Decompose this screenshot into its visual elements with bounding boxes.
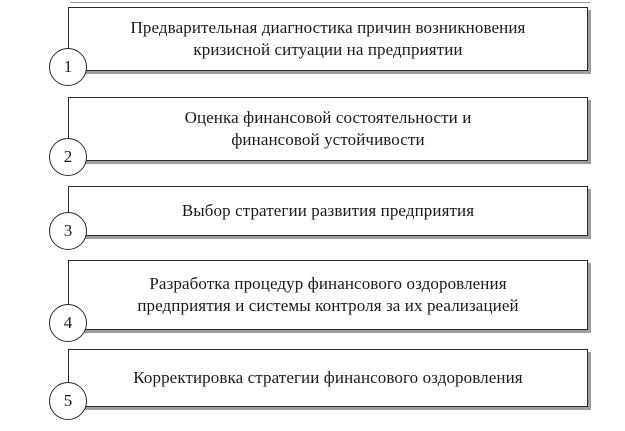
step-box-3: [68, 186, 588, 236]
step-1-text: Предварительная диагностика причин возникновения кризисной ситуации на предприятии: [130, 18, 526, 59]
step-2-text: Оценка финансовой состоятельности и финансовой устойчивости: [184, 108, 472, 149]
step-5-number: 5: [63, 391, 73, 410]
step-number-circle-1: [49, 48, 87, 86]
step-2-number: 2: [63, 147, 73, 166]
step-box-5: [68, 349, 588, 407]
step-1-number: 1: [63, 57, 73, 76]
step-number-circle-4: [49, 304, 87, 342]
step-number-circle-3: [49, 212, 87, 250]
step-number-circle-5: [49, 382, 87, 420]
step-5-text: Корректировка стратегии финансового оздоровления: [133, 368, 523, 387]
previous-step-box-fragment: [70, 0, 590, 3]
step-3-number: 3: [63, 221, 73, 240]
step-box-4: [68, 260, 588, 330]
step-box-1: [68, 7, 588, 71]
step-number-circle-2: [49, 138, 87, 176]
step-box-2: [68, 97, 588, 161]
step-3-text: Выбор стратегии развития предприятия: [181, 201, 475, 220]
step-4-text: Разработка процедур финансового оздоровления предприятия и системы контроля за их реализацией: [137, 274, 519, 315]
step-4-number: 4: [63, 313, 73, 332]
previous-step-edge: [0, 0, 625, 4]
